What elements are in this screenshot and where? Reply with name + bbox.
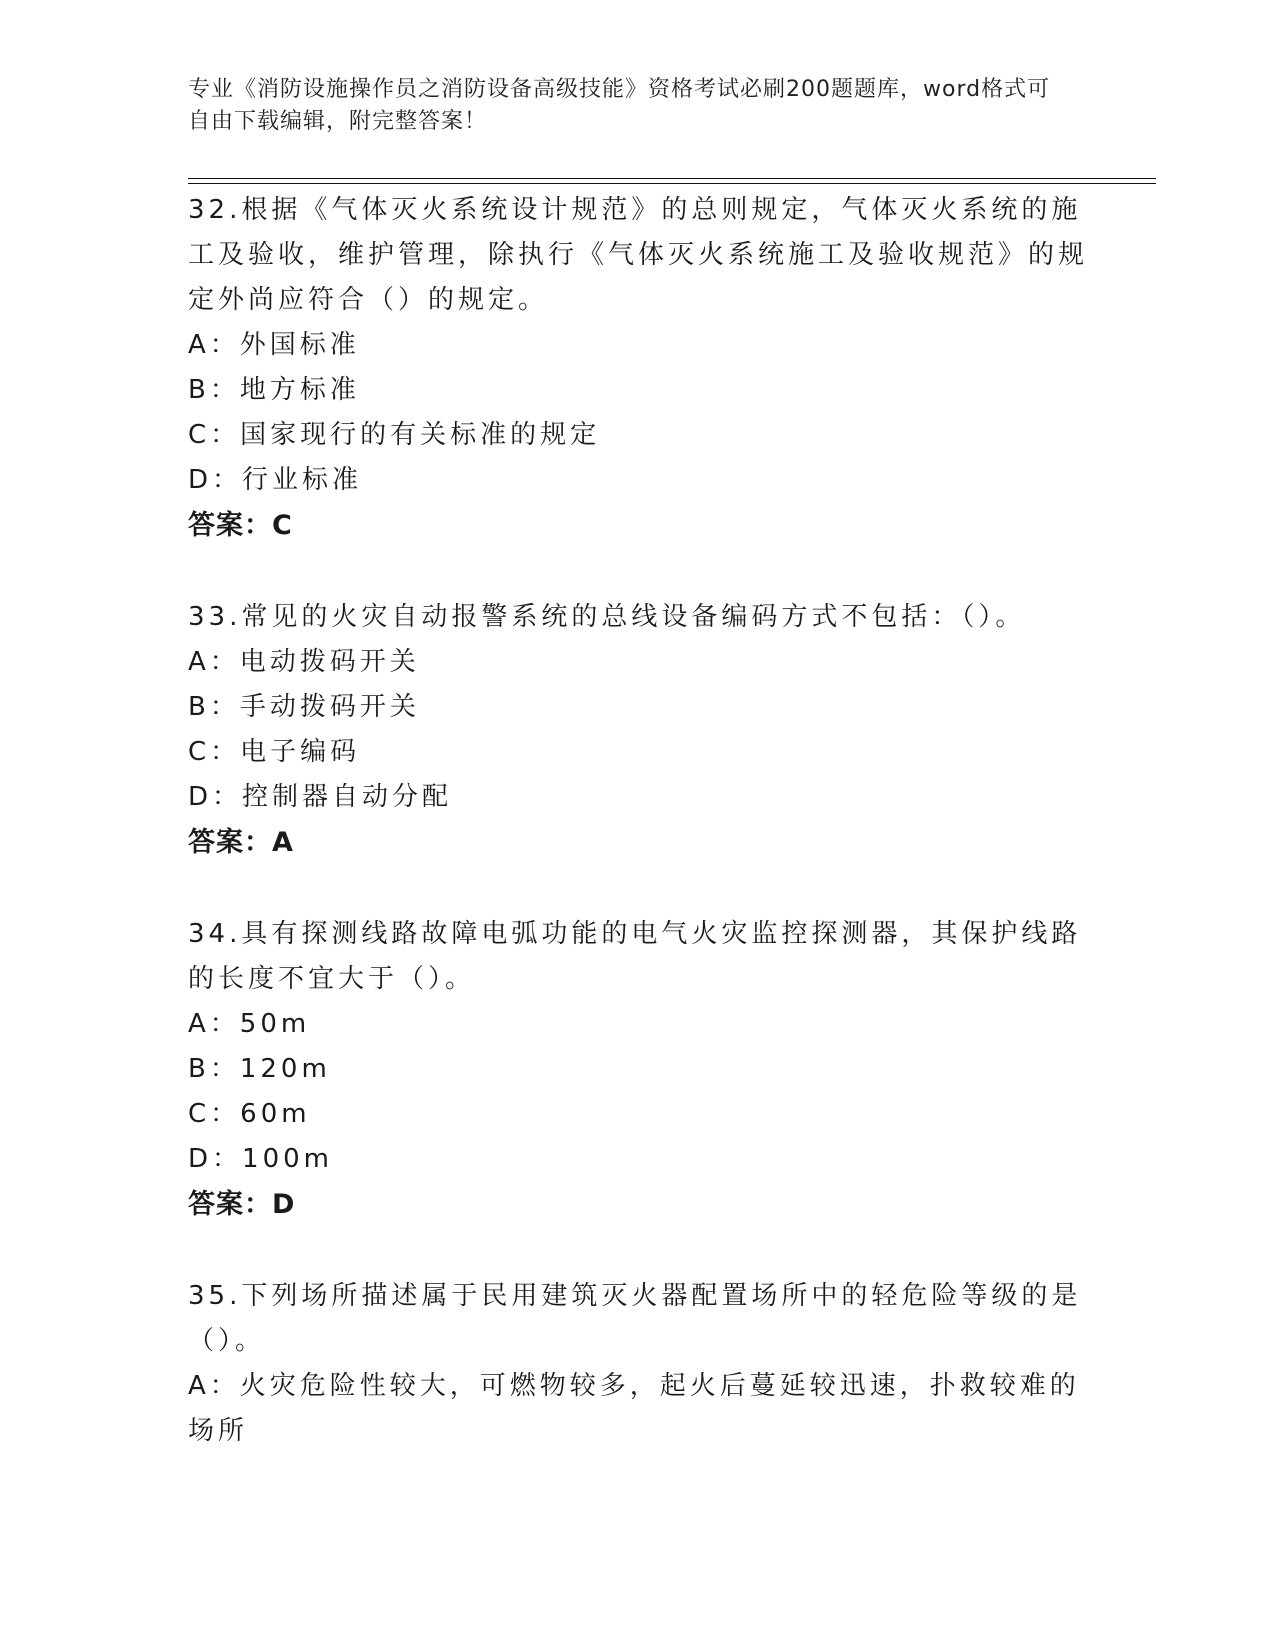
option-c: C：国家现行的有关标准的规定 — [188, 420, 601, 450]
answer: 答案：C — [188, 510, 293, 541]
question-33 — [188, 595, 1088, 865]
option-b: B：手动拨码开关 — [188, 692, 420, 722]
option-c: C：60m — [188, 1099, 311, 1129]
answer: 答案：A — [188, 827, 294, 858]
option-b: B：120m — [188, 1054, 331, 1084]
question-text: 32.根据《气体灭火系统设计规范》的总则规定，气体灭火系统的施工及验收，维护管理，除执行《气体灭火系统施工及验收规范》的规定外尚应符合（）的规定。 — [188, 195, 1089, 315]
question-text: 34.具有探测线路故障电弧功能的电气火灾监控探测器，其保护线路的长度不宜大于（）。 — [188, 919, 1082, 994]
option-a: A：外国标准 — [188, 330, 360, 360]
option-c: C：电子编码 — [188, 737, 361, 767]
question-34 — [188, 912, 1088, 1227]
answer: 答案：D — [188, 1189, 296, 1220]
document-header: 专业《消防设施操作员之消防设备高级技能》资格考试必刷200题题库，word格式可自由下载编辑，附完整答案！ — [188, 77, 1051, 134]
option-a: A：火灾危险性较大，可燃物较多，起火后蔓延较迅速，扑救较难的场所 — [188, 1371, 1080, 1446]
header-divider-bottom — [188, 183, 1156, 184]
question-text: 35.下列场所描述属于民用建筑灭火器配置场所中的轻危险等级的是（）。 — [188, 1281, 1082, 1356]
question-32 — [188, 188, 1088, 548]
option-a: A：50m — [188, 1009, 311, 1039]
option-d: D：100m — [188, 1144, 333, 1174]
question-35 — [188, 1274, 1088, 1454]
header-divider-top — [188, 178, 1156, 179]
option-d: D：控制器自动分配 — [188, 782, 453, 812]
option-b: B：地方标准 — [188, 375, 360, 405]
option-d: D：行业标准 — [188, 465, 363, 495]
question-list — [188, 188, 1088, 1454]
option-a: A：电动拨码开关 — [188, 647, 420, 677]
question-text: 33.常见的火灾自动报警系统的总线设备编码方式不包括：（）。 — [188, 602, 1026, 632]
